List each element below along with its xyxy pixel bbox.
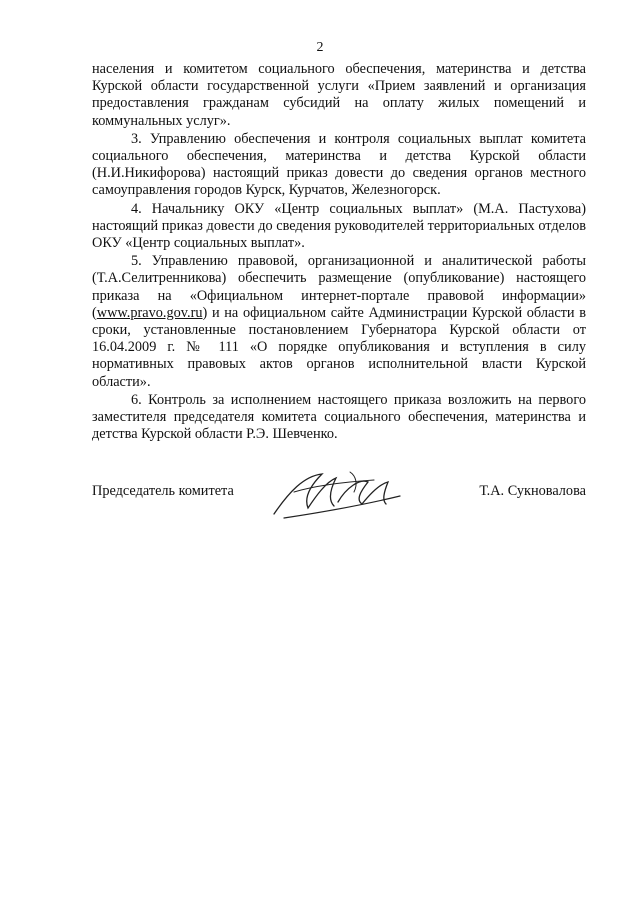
paragraph-5-text-end: ) и на официальном сайте Администрации Курской области в сроки, установленные постановлением Губернатора Курской области от 16.04.2009 г. № 111 «О порядке опубликования и вступления в силу нормативных правовых актов органов исполнительной власти Курской области». — [92, 304, 586, 390]
paragraph-4: 4. Начальнику ОКУ «Центр социальных выплат» (М.А. Пастухова) настоящий приказ довести до сведения руководителей территориальных отделов ОКУ «Центр социальных выплат». — [92, 200, 586, 252]
paragraph-continuation: населения и комитетом социального обеспечения, материнства и детства Курской области государственной услуги «Прием заявлений и организация предоставления гражданам субсидий на оплату жилых помещений и коммунальных услуг». — [92, 61, 586, 129]
pravo-gov-link[interactable]: www.pravo.gov.ru — [96, 304, 203, 321]
paragraph-3: 3. Управлению обеспечения и контроля социальных выплат комитета социального обеспечения, материнства и детства Курской области (Н.И.Никифорова) настоящий приказ довести до сведения органов местного самоуправления городов Курск, Курчатов, Железногорск. — [92, 130, 586, 199]
page-number: 2 — [316, 40, 324, 55]
signature-block — [92, 462, 586, 522]
paragraph-5 — [92, 253, 586, 391]
signatory-title: Председатель комитета — [92, 483, 234, 499]
handwritten-signature — [264, 462, 404, 522]
document-body — [92, 61, 586, 443]
paragraph-5-text-start: 5. Управлению правовой, организационной и аналитической работы (Т.А.Селитренникова) обеспечить размещение (опубликование) настоящего приказа на «Официальном интернет-портале правовой информации» ( — [92, 253, 586, 321]
paragraph-6: 6. Контроль за исполнением настоящего приказа возложить на первого заместителя председателя комитета социального обеспечения, материнства и детства Курской области Р.Э. Шевченко. — [92, 391, 586, 443]
signatory-name: Т.А. Сукновалова — [479, 483, 586, 499]
